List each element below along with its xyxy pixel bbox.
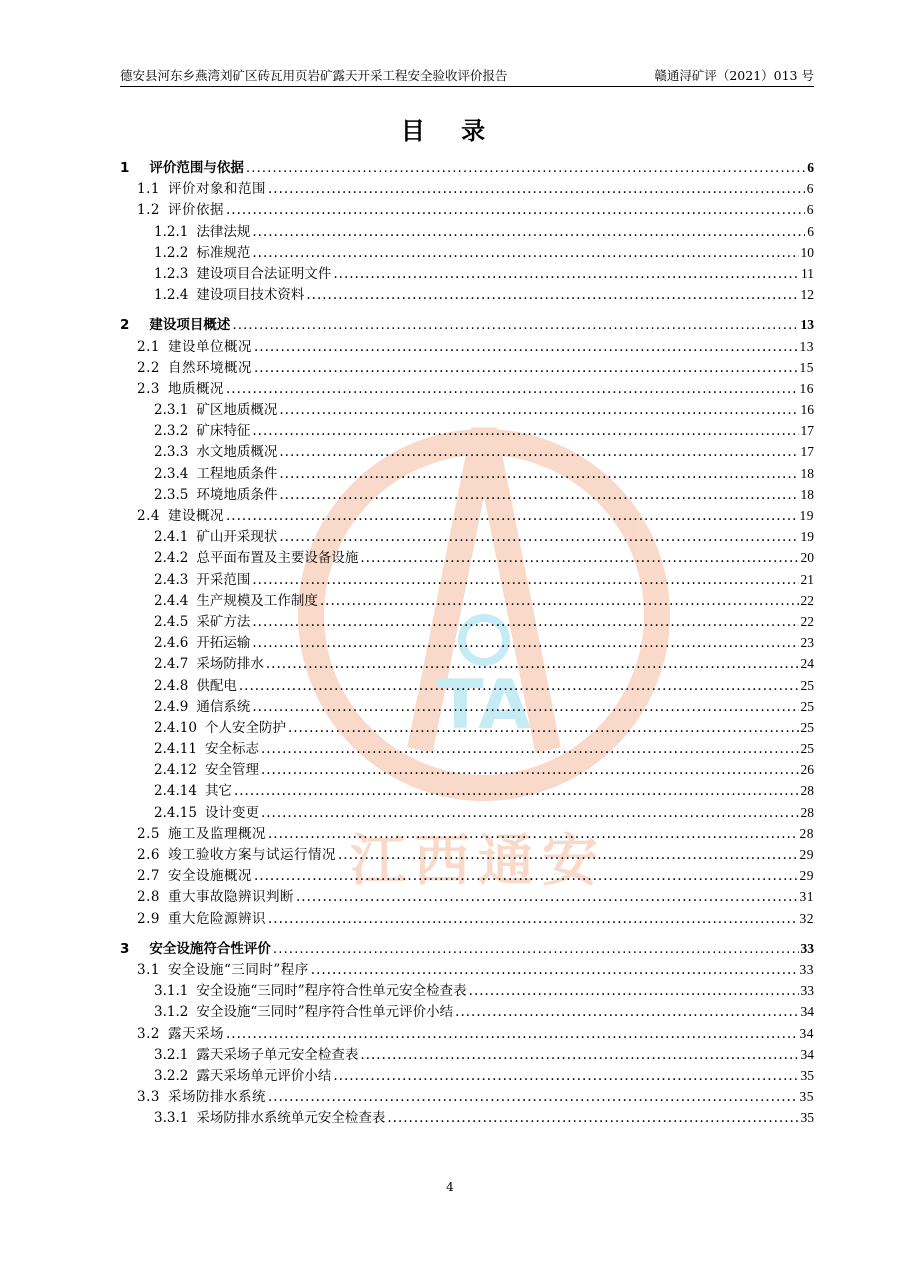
toc-entry-number: 2.4.14 bbox=[154, 783, 197, 800]
toc-leader-dots bbox=[338, 845, 798, 866]
toc-entry[interactable] bbox=[120, 221, 814, 242]
toc-entry-label: 采场防排水系统 bbox=[167, 1089, 266, 1106]
toc-entry-number: 2.9 bbox=[137, 910, 160, 927]
toc-entry-page: 22 bbox=[800, 613, 814, 629]
toc-leader-dots bbox=[234, 781, 799, 802]
toc-entry-number: 2.3.5 bbox=[154, 486, 189, 503]
toc-entry-label: 矿床特征 bbox=[196, 423, 251, 440]
toc-entry-label: 采场防排水系统单元安全检查表 bbox=[196, 1110, 386, 1127]
toc-entry-number: 1.2.1 bbox=[154, 223, 189, 240]
toc-entry[interactable] bbox=[120, 959, 814, 980]
toc-entry[interactable] bbox=[120, 157, 814, 178]
toc-entry-label: 露天采场 bbox=[167, 1025, 224, 1042]
toc-entry-number: 2.8 bbox=[137, 889, 160, 906]
toc-leader-dots bbox=[268, 824, 798, 845]
toc-entry-number: 2.3 bbox=[137, 380, 160, 397]
toc-entry-number: 2.7 bbox=[137, 868, 160, 885]
toc-leader-dots bbox=[252, 697, 798, 718]
toc-entry-number: 2.3.3 bbox=[154, 444, 189, 461]
toc-entry-number: 2.4.8 bbox=[154, 677, 189, 694]
toc-entry-label: 竣工验收方案与试运行情况 bbox=[167, 847, 336, 863]
toc-entry-page: 19 bbox=[800, 529, 814, 545]
toc-leader-dots bbox=[254, 337, 798, 358]
toc-entry-page: 32 bbox=[799, 910, 814, 926]
toc-entry-label: 安全设施“三同时”程序符合性单元评价小结 bbox=[196, 1004, 454, 1021]
toc-entry-page: 13 bbox=[799, 338, 814, 354]
toc-entry-label: 安全管理 bbox=[204, 762, 259, 779]
toc-entry-label: 个人安全防护 bbox=[204, 719, 286, 736]
toc-entry-page: 24 bbox=[800, 656, 814, 672]
toc-leader-dots bbox=[273, 939, 799, 960]
toc-entry-page: 33 bbox=[800, 983, 814, 999]
header-report-title: 德安县河东乡燕湾刘矿区砖瓦用页岩矿露天开采工程安全验收评价报告 bbox=[120, 68, 508, 83]
toc-entry-number: 2.3.4 bbox=[154, 465, 189, 482]
toc-entry-number: 2.2 bbox=[137, 359, 160, 376]
toc-entry-label: 供配电 bbox=[196, 677, 237, 694]
toc-entry-label: 矿区地质概况 bbox=[196, 402, 278, 419]
toc-entry-label: 总平面布置及主要设备设施 bbox=[196, 550, 359, 567]
toc-leader-dots bbox=[239, 676, 799, 697]
toc-entry-number: 3.2.1 bbox=[154, 1046, 189, 1063]
toc-entry-label: 安全设施概况 bbox=[167, 868, 252, 885]
toc-entry[interactable] bbox=[120, 505, 814, 526]
toc-entry[interactable] bbox=[120, 802, 814, 823]
toc-entry[interactable] bbox=[120, 696, 814, 717]
toc-entry-page: 15 bbox=[799, 359, 814, 375]
toc-entry[interactable] bbox=[120, 780, 814, 801]
toc-leader-dots bbox=[261, 739, 799, 760]
toc-leader-dots bbox=[469, 981, 799, 1002]
toc-entry-number: 2.4.4 bbox=[154, 592, 189, 609]
toc-entry-page: 35 bbox=[800, 1110, 814, 1126]
toc-entry-page: 20 bbox=[800, 550, 814, 566]
toc-entry[interactable] bbox=[120, 632, 814, 653]
table-of-contents bbox=[120, 157, 814, 1128]
toc-entry[interactable] bbox=[120, 823, 814, 844]
toc-entry-page: 11 bbox=[801, 265, 814, 281]
toc-leader-dots bbox=[246, 158, 805, 179]
toc-entry-label: 工程地质条件 bbox=[196, 465, 278, 482]
toc-entry-label: 开拓运输 bbox=[196, 635, 251, 652]
toc-entry[interactable] bbox=[120, 1044, 814, 1065]
toc-leader-dots bbox=[455, 1002, 798, 1023]
toc-entry-label: 施工及监理概况 bbox=[167, 825, 266, 842]
toc-entry-number: 2.4.1 bbox=[154, 529, 189, 546]
toc-leader-dots bbox=[261, 803, 799, 824]
toc-entry[interactable] bbox=[120, 199, 814, 220]
toc-entry-number: 2.4.11 bbox=[154, 741, 197, 758]
toc-entry[interactable] bbox=[120, 314, 814, 335]
toc-entry-label: 评价对象和范围 bbox=[167, 181, 266, 198]
toc-entry[interactable] bbox=[120, 844, 814, 865]
toc-leader-dots bbox=[226, 200, 805, 221]
toc-entry[interactable] bbox=[120, 675, 814, 696]
toc-entry[interactable] bbox=[120, 1107, 814, 1128]
watermark-logo-text: TA bbox=[437, 666, 531, 745]
toc-entry-number: 3.3.1 bbox=[154, 1110, 189, 1127]
toc-entry-label: 其它 bbox=[204, 783, 232, 800]
toc-entry-page: 16 bbox=[800, 402, 814, 418]
toc-entry-label: 生产规模及工作制度 bbox=[196, 592, 318, 609]
toc-leader-dots bbox=[252, 421, 798, 442]
toc-leader-dots bbox=[333, 264, 799, 285]
toc-entry-label: 水文地质概况 bbox=[196, 444, 278, 461]
toc-leader-dots bbox=[252, 633, 798, 654]
toc-entry-number: 1 bbox=[120, 160, 130, 176]
toc-entry-page: 34 bbox=[800, 1046, 814, 1062]
toc-entry-label: 评价依据 bbox=[167, 202, 224, 219]
toc-leader-dots bbox=[268, 909, 798, 930]
toc-entry-label: 建设项目合法证明文件 bbox=[196, 265, 332, 282]
toc-leader-dots bbox=[306, 285, 798, 306]
toc-entry-page: 23 bbox=[800, 635, 814, 651]
toc-entry-label: 建设项目技术资料 bbox=[196, 287, 305, 304]
toc-entry-number: 3.2 bbox=[137, 1025, 160, 1042]
toc-entry-label: 安全标志 bbox=[204, 741, 259, 758]
toc-entry-number: 1.2.2 bbox=[154, 244, 189, 261]
toc-entry-page: 29 bbox=[799, 868, 814, 884]
toc-entry-number: 1.2 bbox=[137, 202, 160, 219]
toc-entry-page: 35 bbox=[800, 1067, 814, 1083]
toc-entry[interactable] bbox=[120, 242, 814, 263]
toc-entry[interactable] bbox=[120, 1065, 814, 1086]
toc-entry[interactable] bbox=[120, 1023, 814, 1044]
toc-entry[interactable] bbox=[120, 886, 814, 907]
toc-entry[interactable] bbox=[120, 938, 814, 959]
toc-entry-page: 16 bbox=[799, 380, 814, 396]
toc-entry-page: 33 bbox=[800, 940, 814, 956]
toc-leader-dots bbox=[252, 612, 798, 633]
toc-leader-dots bbox=[226, 506, 798, 527]
toc-entry[interactable] bbox=[120, 284, 814, 305]
toc-entry-page: 33 bbox=[799, 961, 814, 977]
section-gap bbox=[120, 305, 814, 314]
header-report-number: 赣通浔矿评（2021）013 号 bbox=[654, 68, 814, 83]
toc-entry-label: 法律法规 bbox=[196, 223, 251, 240]
toc-leader-dots bbox=[268, 179, 805, 200]
toc-leader-dots bbox=[226, 1024, 798, 1045]
toc-entry-label: 环境地质条件 bbox=[196, 486, 278, 503]
watermark-company-text: 江西通安 bbox=[350, 829, 606, 894]
toc-entry-label: 设计变更 bbox=[204, 804, 259, 821]
toc-entry-page: 18 bbox=[800, 486, 814, 502]
toc-entry-label: 安全设施“三同时”程序 bbox=[167, 961, 309, 978]
toc-leader-dots bbox=[311, 960, 798, 981]
toc-entry-page: 28 bbox=[799, 825, 814, 841]
toc-entry-number: 1.2.3 bbox=[154, 265, 189, 282]
toc-entry-number: 2.6 bbox=[137, 847, 160, 863]
toc-leader-dots bbox=[279, 464, 798, 485]
toc-entry[interactable] bbox=[120, 569, 814, 590]
toc-entry[interactable] bbox=[120, 908, 814, 929]
toc-entry-number: 2.4.2 bbox=[154, 550, 189, 567]
toc-entry-number: 2.4.10 bbox=[154, 719, 197, 736]
toc-entry-page: 6 bbox=[806, 202, 814, 218]
toc-leader-dots bbox=[226, 379, 798, 400]
toc-leader-dots bbox=[360, 1045, 798, 1066]
toc-entry-number: 2.1 bbox=[137, 338, 160, 355]
toc-entry[interactable] bbox=[120, 378, 814, 399]
toc-entry[interactable] bbox=[120, 717, 814, 738]
toc-entry-page: 6 bbox=[806, 181, 814, 197]
toc-leader-dots bbox=[268, 1087, 798, 1108]
toc-entry-number: 2.4.15 bbox=[154, 804, 197, 821]
toc-entry-page: 25 bbox=[800, 719, 814, 735]
toc-leader-dots bbox=[387, 1108, 798, 1129]
toc-entry-label: 露天采场单元评价小结 bbox=[196, 1067, 332, 1084]
toc-entry-number: 2.4.7 bbox=[154, 656, 189, 673]
toc-entry[interactable] bbox=[120, 1086, 814, 1107]
toc-entry[interactable] bbox=[120, 441, 814, 462]
toc-entry-page: 34 bbox=[800, 1004, 814, 1020]
toc-entry-number: 2.5 bbox=[137, 825, 160, 842]
toc-entry-label: 矿山开采现状 bbox=[196, 529, 278, 546]
toc-entry[interactable] bbox=[120, 420, 814, 441]
section-gap bbox=[120, 929, 814, 938]
toc-entry-label: 采场防排水 bbox=[196, 656, 264, 673]
toc-entry-number: 3.3 bbox=[137, 1089, 160, 1106]
toc-entry-label: 重大危险源辨识 bbox=[167, 910, 266, 927]
toc-entry-page: 26 bbox=[800, 762, 814, 778]
toc-entry-label: 采矿方法 bbox=[196, 613, 251, 630]
toc-entry-label: 重大事故隐辨识判断 bbox=[167, 889, 294, 906]
toc-entry-page: 28 bbox=[800, 783, 814, 799]
toc-entry-number: 3.1.2 bbox=[154, 1004, 189, 1021]
toc-leader-dots bbox=[252, 570, 798, 591]
toc-entry-number: 2.4.12 bbox=[154, 762, 197, 779]
toc-leader-dots bbox=[333, 1066, 798, 1087]
toc-leader-dots bbox=[252, 222, 805, 243]
page-header bbox=[120, 68, 814, 87]
toc-entry-label: 露天采场子单元安全检查表 bbox=[196, 1046, 359, 1063]
toc-entry-page: 12 bbox=[800, 287, 814, 303]
toc-entry-label: 安全设施“三同时”程序符合性单元安全检查表 bbox=[196, 983, 467, 1000]
toc-leader-dots bbox=[261, 760, 799, 781]
toc-entry-page: 25 bbox=[800, 741, 814, 757]
page-number: 4 bbox=[446, 1180, 454, 1194]
toc-entry[interactable] bbox=[120, 526, 814, 547]
toc-leader-dots bbox=[279, 400, 798, 421]
page-title: 目 录 bbox=[400, 117, 500, 145]
toc-leader-dots bbox=[252, 243, 798, 264]
toc-entry-page: 35 bbox=[799, 1089, 814, 1105]
toc-entry-label: 建设概况 bbox=[167, 508, 224, 524]
toc-entry-number: 2.3.2 bbox=[154, 423, 189, 440]
toc-entry-number: 2.4.5 bbox=[154, 613, 189, 630]
toc-entry[interactable] bbox=[120, 336, 814, 357]
toc-entry-label: 通信系统 bbox=[196, 698, 251, 715]
toc-entry-page: 28 bbox=[800, 804, 814, 820]
toc-entry[interactable] bbox=[120, 178, 814, 199]
toc-leader-dots bbox=[266, 654, 799, 675]
toc-entry[interactable] bbox=[120, 1001, 814, 1022]
toc-entry-label: 地质概况 bbox=[167, 380, 224, 397]
toc-leader-dots bbox=[320, 591, 799, 612]
toc-entry-number: 2.4 bbox=[137, 508, 160, 524]
toc-entry[interactable] bbox=[120, 980, 814, 1001]
toc-entry-number: 3 bbox=[120, 940, 130, 957]
toc-leader-dots bbox=[279, 442, 798, 463]
toc-leader-dots bbox=[296, 887, 798, 908]
toc-entry-page: 6 bbox=[807, 160, 814, 175]
toc-entry-page: 22 bbox=[800, 592, 814, 608]
toc-entry-page: 25 bbox=[800, 677, 814, 693]
toc-entry-number: 2.4.3 bbox=[154, 571, 189, 588]
toc-entry[interactable] bbox=[120, 547, 814, 568]
toc-entry-label: 建设项目概述 bbox=[149, 317, 231, 334]
toc-entry-label: 开采范围 bbox=[196, 571, 251, 588]
toc-entry[interactable] bbox=[120, 738, 814, 759]
toc-leader-dots bbox=[254, 358, 798, 379]
toc-entry-label: 安全设施符合性评价 bbox=[149, 940, 271, 957]
toc-entry[interactable] bbox=[120, 653, 814, 674]
toc-entry[interactable] bbox=[120, 865, 814, 886]
toc-entry[interactable] bbox=[120, 463, 814, 484]
toc-entry-number: 2.4.6 bbox=[154, 635, 189, 652]
toc-entry[interactable] bbox=[120, 759, 814, 780]
toc-leader-dots bbox=[279, 527, 798, 548]
toc-entry-number: 3.1 bbox=[137, 961, 160, 978]
toc-entry-label: 自然环境概况 bbox=[167, 359, 252, 376]
toc-entry-number: 1.2.4 bbox=[154, 287, 189, 304]
toc-entry-number: 2.4.9 bbox=[154, 698, 189, 715]
toc-entry-page: 6 bbox=[807, 223, 814, 239]
toc-entry-page: 29 bbox=[799, 847, 814, 862]
toc-entry[interactable] bbox=[120, 484, 814, 505]
toc-entry-page: 18 bbox=[800, 465, 814, 481]
toc-entry-page: 34 bbox=[799, 1025, 814, 1041]
toc-entry-number: 1.1 bbox=[137, 181, 160, 198]
toc-entry-page: 31 bbox=[799, 889, 814, 905]
toc-leader-dots bbox=[288, 718, 799, 739]
toc-entry[interactable] bbox=[120, 611, 814, 632]
toc-entry-page: 10 bbox=[800, 244, 814, 260]
toc-leader-dots bbox=[232, 315, 798, 336]
toc-entry-page: 17 bbox=[800, 423, 814, 439]
toc-entry-number: 3.2.2 bbox=[154, 1067, 189, 1084]
toc-leader-dots bbox=[279, 485, 798, 506]
toc-entry[interactable] bbox=[120, 357, 814, 378]
toc-entry[interactable] bbox=[120, 590, 814, 611]
toc-entry-number: 2.3.1 bbox=[154, 402, 189, 419]
toc-entry-label: 建设单位概况 bbox=[167, 338, 252, 355]
toc-leader-dots bbox=[254, 866, 798, 887]
toc-entry-label: 标准规范 bbox=[196, 244, 251, 261]
toc-entry-number: 3.1.1 bbox=[154, 983, 189, 1000]
toc-entry-number: 2 bbox=[120, 317, 130, 334]
toc-entry[interactable] bbox=[120, 263, 814, 284]
toc-entry-page: 19 bbox=[799, 508, 814, 523]
toc-entry-page: 13 bbox=[800, 317, 814, 333]
toc-entry-page: 17 bbox=[800, 444, 814, 460]
toc-leader-dots bbox=[360, 548, 798, 569]
toc-entry-label: 评价范围与依据 bbox=[149, 160, 244, 176]
toc-entry-page: 21 bbox=[800, 571, 814, 587]
toc-entry-page: 25 bbox=[800, 698, 814, 714]
toc-entry[interactable] bbox=[120, 399, 814, 420]
